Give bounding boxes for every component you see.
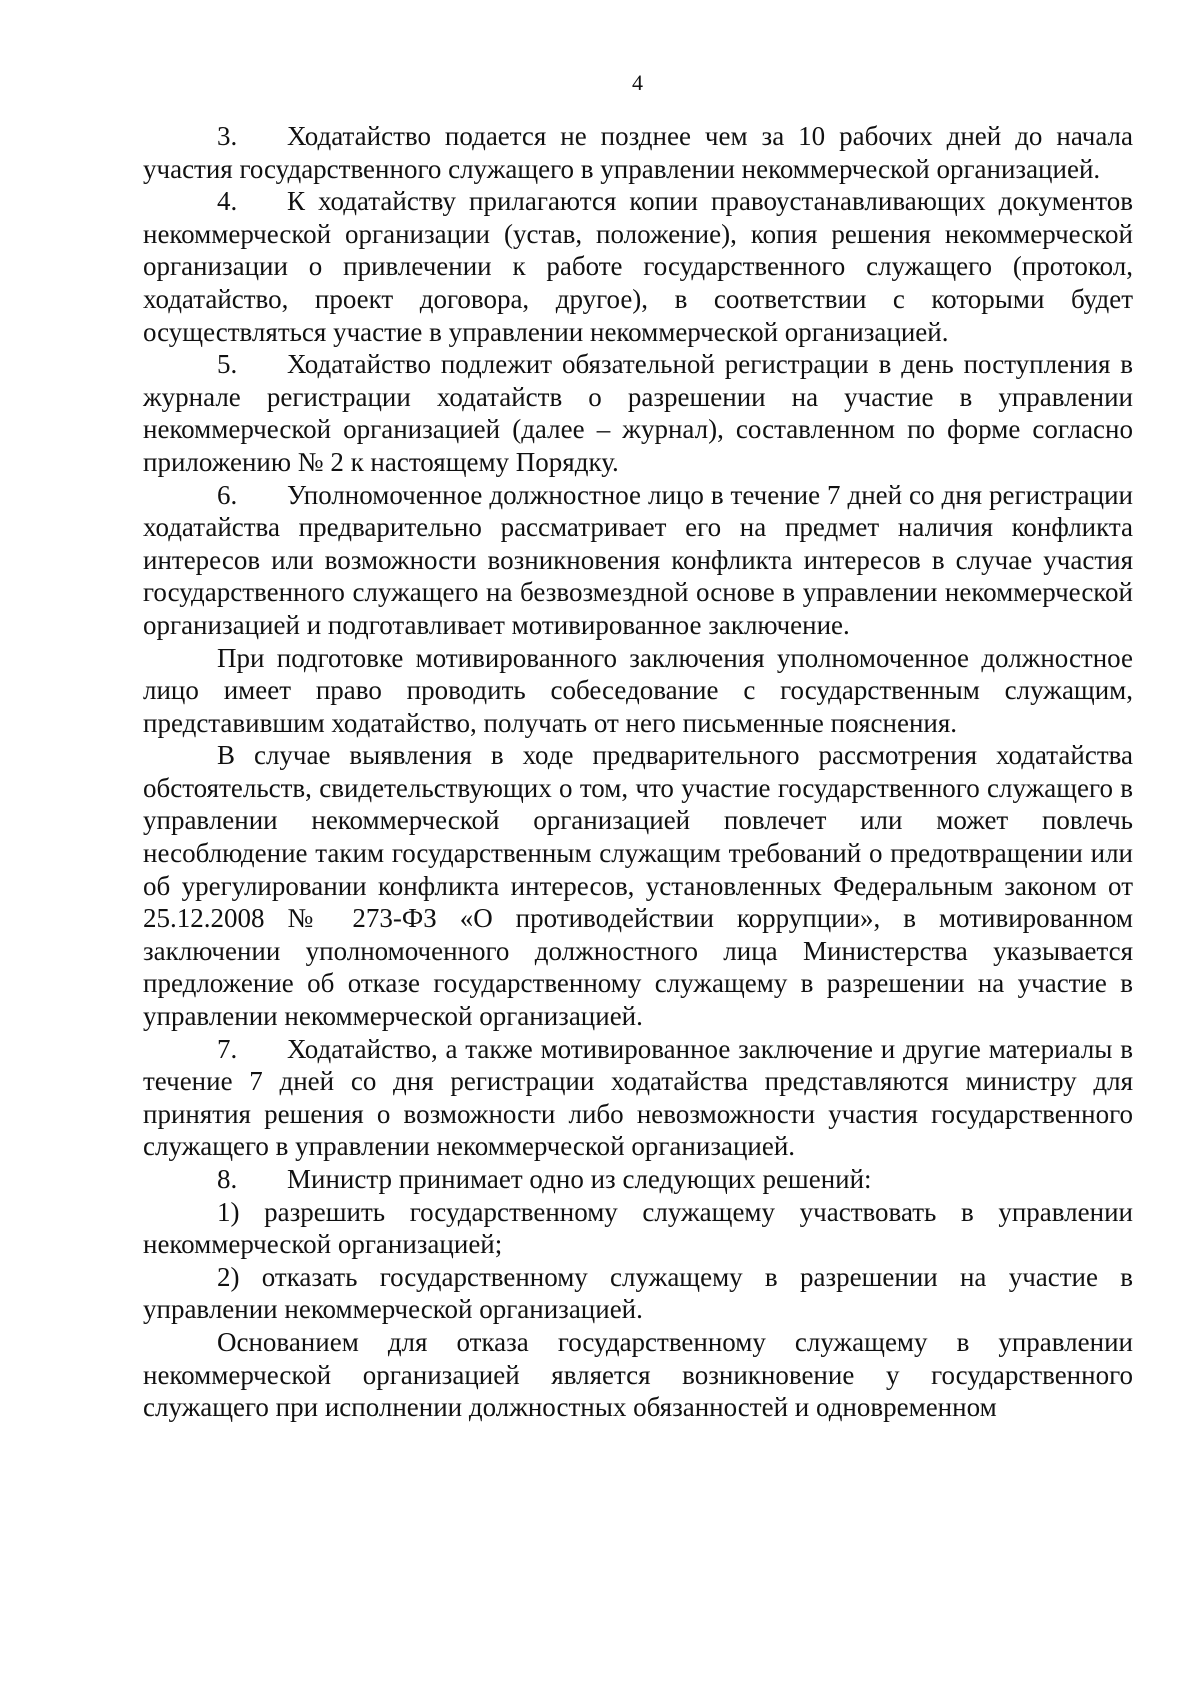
paragraph-text: Ходатайство подлежит обязательной регистрации в день поступления в журнале регистрации ходатайств о разрешении на участие в управлении некоммерческой организацией (далее – журнал), составленном по форме согласно приложению № 2 к настоящему Порядку.	[143, 349, 1133, 477]
paragraph-text: Основанием для отказа государственному служащему в управлении некоммерческой организацией является возникновение у государственного служащего при исполнении должностных обязанностей и одновременном	[143, 1326, 1133, 1423]
paragraph-text: Ходатайство, а также мотивированное заключение и другие материалы в течение 7 дней со дня регистрации ходатайства представляются министру для принятия решения о возможности либо невозможности участия государственного служащего в управлении некоммерческой организацией.	[143, 1033, 1133, 1162]
paragraph-decision-2	[143, 1261, 1133, 1326]
paragraph-text: В случае выявления в ходе предварительного рассмотрения ходатайства обстоятельств, свидетельствующих о том, что участие государственного служащего в управлении некоммерческой организацией повлечет или может повлечь несоблюдение таким государственным служащим требований о предотвращении или об урегулировании конфликта интересов, установленных Федеральным законом от 25.12.2008 № 273-ФЗ «О противодействии коррупции», в мотивированном заключении уполномоченного должностного лица Министерства указывается предложение об отказе государственному служащему в разрешении на участие в управлении некоммерческой организацией.	[143, 740, 1133, 1032]
paragraph-number: 6.	[217, 479, 238, 510]
paragraph-decision-1	[143, 1196, 1133, 1261]
paragraph-item-3	[143, 120, 1133, 185]
page-number: 4	[632, 70, 643, 95]
paragraph-item-7	[143, 1033, 1133, 1163]
paragraph-item-4	[143, 185, 1133, 348]
paragraph-text: К ходатайству прилагаются копии правоустанавливающих документов некоммерческой организации (устав, положение), копия решения некоммерческой организации о привлечении к работе государственного служащего (протокол, ходатайство, проект договора, другое), в соответствии с которыми будет осуществляться участие в управлении некоммерческой организацией.	[143, 186, 1133, 347]
paragraph-item-6	[143, 479, 1133, 642]
paragraph-number: 7.	[217, 1033, 238, 1064]
paragraph-text: 1) разрешить государственному служащему участвовать в управлении некоммерческой организацией;	[143, 1196, 1133, 1260]
paragraph-interview	[143, 642, 1133, 740]
paragraph-conflict-case	[143, 739, 1133, 1032]
paragraph-text: 2) отказать государственному служащему в разрешении на участие в управлении некоммерческой организацией.	[143, 1261, 1133, 1325]
paragraph-number: 8.	[217, 1164, 238, 1194]
paragraph-text: Министр принимает одно из следующих решений:	[287, 1164, 872, 1194]
paragraph-number: 3.	[217, 121, 238, 151]
paragraph-text: Ходатайство подается не позднее чем за 10 рабочих дней до начала участия государственного служащего в управлении некоммерческой организацией.	[143, 121, 1133, 184]
paragraph-item-5	[143, 348, 1133, 478]
paragraph-number: 5.	[217, 349, 238, 380]
paragraph-item-8	[143, 1163, 1133, 1196]
paragraph-number: 4.	[217, 186, 238, 217]
paragraph-text: Уполномоченное должностное лицо в течение 7 дней со дня регистрации ходатайства предварительно рассматривает его на предмет наличия конфликта интересов или возможности возникновения конфликта интересов в случае участия государственного служащего на безвозмездной основе в управлении некоммерческой организацией и подготавливает мотивированное заключение.	[143, 479, 1133, 640]
paragraph-refusal-basis	[143, 1326, 1133, 1424]
paragraph-text: При подготовке мотивированного заключения уполномоченное должностное лицо имеет право проводить собеседование с государственным служащим, представившим ходатайство, получать от него письменные пояснения.	[143, 642, 1133, 738]
document-body	[143, 120, 1133, 1424]
